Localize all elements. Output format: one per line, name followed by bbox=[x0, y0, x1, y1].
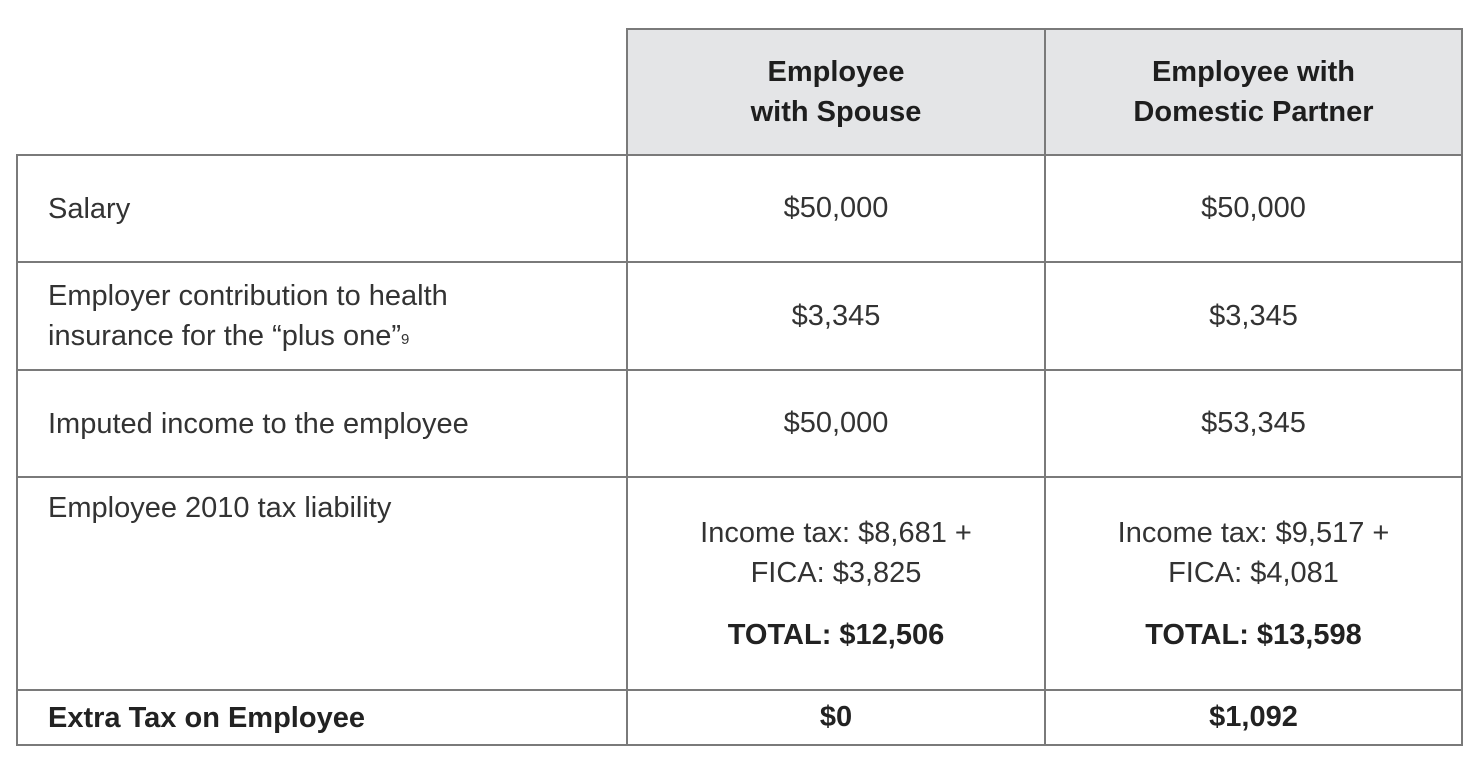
spouse-value: $0 bbox=[627, 690, 1045, 745]
row-label: Imputed income to the employee bbox=[17, 370, 627, 477]
total-line: TOTAL: $12,506 bbox=[727, 618, 945, 651]
spouse-value: $50,000 bbox=[627, 370, 1045, 477]
row-label: Salary bbox=[17, 155, 627, 262]
partner-value: $50,000 bbox=[1045, 155, 1462, 262]
spouse-value: $3,345 bbox=[627, 262, 1045, 370]
spouse-value: $50,000 bbox=[627, 155, 1045, 262]
table-row-salary bbox=[17, 155, 1462, 262]
table-row-tax-liability bbox=[17, 477, 1462, 690]
row-label: Extra Tax on Employee bbox=[17, 690, 627, 745]
partner-value: $1,092 bbox=[1045, 690, 1462, 745]
header-employee-with-spouse bbox=[627, 29, 1045, 155]
fica-line: FICA: $3,825 bbox=[750, 556, 922, 589]
header-line: Employee bbox=[767, 56, 905, 88]
partner-value: $53,345 bbox=[1045, 370, 1462, 477]
table-row-extra-tax bbox=[17, 690, 1462, 745]
income-tax-line: Income tax: $9,517 + bbox=[1117, 516, 1390, 549]
header-employee-with-partner bbox=[1045, 29, 1462, 155]
footnote-marker: 9 bbox=[401, 331, 410, 348]
total-line: TOTAL: $13,598 bbox=[1145, 618, 1362, 651]
income-tax-line: Income tax: $8,681 + bbox=[700, 516, 972, 549]
partner-value bbox=[1045, 477, 1462, 690]
header-row bbox=[17, 29, 1462, 155]
row-label-text: insurance for the “plus one” bbox=[48, 320, 402, 352]
row-label-line bbox=[48, 316, 626, 356]
fica-line: FICA: $4,081 bbox=[1168, 556, 1339, 589]
partner-value: $3,345 bbox=[1045, 262, 1462, 370]
header-line: with Spouse bbox=[750, 96, 922, 128]
table-row-employer-contribution bbox=[17, 262, 1462, 370]
header-line: Domestic Partner bbox=[1133, 96, 1374, 128]
tax-comparison-table bbox=[16, 28, 1463, 746]
table-row-imputed-income bbox=[17, 370, 1462, 477]
header-blank-cell bbox=[17, 29, 627, 155]
row-label: Employee 2010 tax liability bbox=[17, 477, 627, 690]
spouse-value bbox=[627, 477, 1045, 690]
row-label-line: Employer contribution to health bbox=[48, 280, 448, 312]
row-label bbox=[17, 262, 627, 370]
header-line: Employee with bbox=[1151, 56, 1356, 88]
